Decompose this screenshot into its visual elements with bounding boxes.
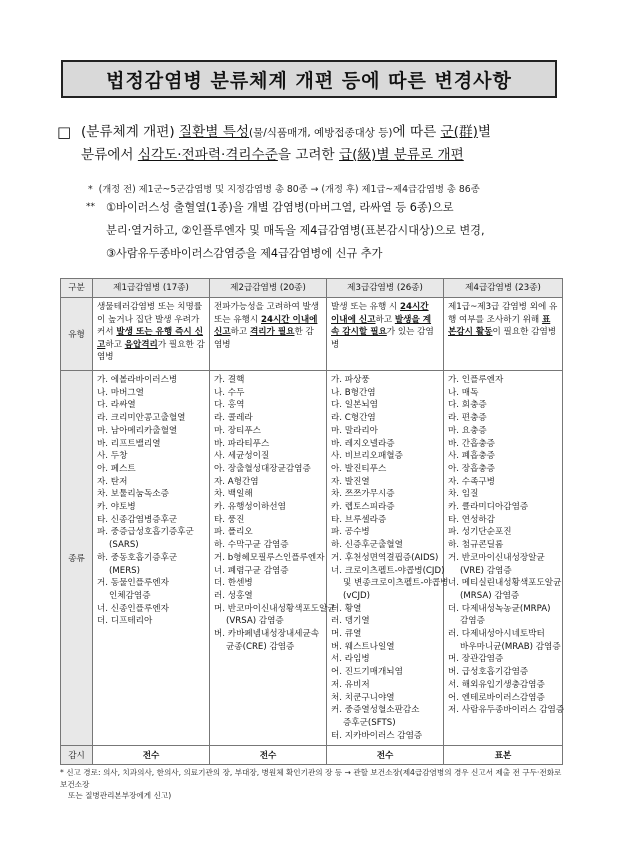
disease-item: 터. 지카바이러스 감염증 (331, 730, 423, 741)
disease-item: 더. 다제내성녹농균(MRPA) (448, 603, 551, 614)
disease-item: 카. 렙토스피라증 (331, 502, 395, 513)
surveillance-class-1: 전수 (93, 746, 210, 765)
type-text: 24시간 이내에 신고 (331, 302, 429, 325)
disease-item: 러. 다제내성아시네토박터 (448, 629, 545, 640)
type-row-label: 유형 (61, 298, 93, 371)
disease-item: 사. 세균성이질 (214, 451, 270, 462)
disease-item: 너. 폐렴구균 감염증 (214, 565, 289, 576)
type-row (61, 298, 563, 371)
header-class-3: 제3급감염병 (26종) (327, 279, 444, 298)
footnote-line: * 신고 경로: 의사, 치과의사, 한의사, 의료기관의 장, 부대장, 병원체 확인기관의 장 등 → 관할 보건소장(제4급감염병의 경우 신고서 제출 전 구두·전화로 보건소장 (60, 768, 562, 789)
disease-item: 다. 일본뇌염 (331, 400, 378, 411)
disease-item: 커. 중증열성혈소판감소 (331, 705, 420, 716)
disease-item: 다. 회충증 (448, 400, 487, 411)
type-text: 전파가능성을 고려하여 발생 또는 유행시 (214, 302, 320, 325)
type-class-3 (327, 298, 444, 371)
disease-item: 하. 첨규콘딜롬 (448, 540, 504, 551)
disease-item: 더. 한센병 (214, 578, 253, 589)
disease-item: 거. 반코마이신내성장알균 (448, 552, 545, 563)
disease-item: 바. 파라티푸스 (214, 438, 270, 449)
disease-item: 라. C형간염 (331, 413, 376, 424)
disease-item: 가. 인플루엔자 (448, 375, 504, 385)
disease-item: 카. 클라미디아감염증 (448, 502, 529, 513)
surveillance-class-4: 표본 (444, 746, 563, 765)
type-text: 가 있는 감염병 (331, 327, 434, 350)
disease-list-class-4 (444, 371, 563, 746)
disease-item: 하. 중동호흡기증후군 (97, 552, 178, 563)
disease-item: 저. 유비저 (331, 679, 370, 690)
kind-row-label: 종류 (61, 371, 93, 746)
header-class-2: 제2급감염병 (20종) (210, 279, 327, 298)
disease-item: 마. 장티푸스 (214, 425, 261, 436)
type-class-2 (210, 298, 327, 371)
disease-item: 자. 탄저 (97, 476, 128, 487)
footnote-line: 또는 질병관리본부장에게 신고) (68, 791, 172, 800)
intro-text: (물/식품매개, 예방접종대상 등) (249, 127, 393, 139)
disease-list-class-3 (327, 371, 449, 746)
disease-item: 자. 발진열 (331, 476, 370, 487)
intro-line-1 (57, 121, 577, 144)
disease-item: 너. 크로이츠펠트-야콥병(CJD) (331, 565, 445, 576)
disease-item: 아. 장출혈성대장균감염증 (214, 463, 311, 474)
disease-item: 나. 수두 (214, 387, 245, 398)
disease-item: 나. 마버그열 (97, 387, 144, 398)
disease-item: 서. 해외유입기생충감염증 (448, 679, 545, 690)
disease-item: 마. 말라리아 (331, 425, 378, 436)
disease-item: 바우마니균(MRAB) 감염증 (460, 641, 561, 652)
intro-text: (분류체계 개편) (81, 124, 180, 140)
disease-item: (vCJD) (343, 590, 370, 601)
disease-item: 바. 리프트밸리열 (97, 438, 161, 449)
disease-item: 사. 비브리오패혈증 (331, 451, 403, 462)
surveillance-row-label: 감시 (61, 746, 93, 765)
type-text: 발생을 계속 감시할 필요 (331, 314, 432, 337)
disease-item: 마. 요충증 (448, 425, 487, 436)
note-text: (개정 전) 제1군~5군감염병 및 지정감염병 총 80종 → (개정 후) 제1급~제4급감염병 총 86종 (98, 184, 480, 195)
disease-item: 증후군(SFTS) (343, 717, 396, 728)
intro-text: 심각도·전파력·격리수준 (137, 147, 278, 163)
disease-item: 파. 공수병 (331, 527, 370, 538)
disease-item: 타. 풍진 (214, 514, 245, 525)
disease-item: 카. 유행성이하선염 (214, 502, 286, 513)
intro-text: 을 고려한 (277, 147, 339, 163)
disease-item: 저. 사람유두종바이러스 감염증 (448, 705, 565, 716)
type-text: 24시간 이내에 신고 (214, 314, 318, 337)
disease-item: 러. 뎅기열 (331, 616, 370, 627)
header-category: 구분 (61, 279, 93, 298)
note-mark: * (88, 184, 93, 195)
disease-item: 더. 황열 (331, 603, 362, 614)
disease-item: 머. 반코마이신내성황색포도알균 (214, 603, 336, 614)
disease-item: 차. 보툴리눔독소증 (97, 489, 169, 500)
disease-item: 버. 카바페넴내성장내세균속 (214, 629, 320, 640)
surveillance-row (61, 746, 563, 765)
note-2-line (86, 219, 566, 242)
disease-item: 다. 홍역 (214, 400, 245, 411)
type-text: 하고 (105, 339, 125, 350)
note-2-line (86, 196, 566, 219)
disease-item: 하. 신증후군출혈열 (331, 540, 403, 551)
type-text: 하고 (230, 327, 250, 337)
surveillance-class-2: 전수 (210, 746, 327, 765)
kind-row (61, 371, 563, 746)
header-class-1: 제1급감염병 (17종) (93, 279, 210, 298)
disease-item: 다. 라싸열 (97, 400, 136, 411)
type-text: 발생 또는 유행 시 (331, 302, 401, 312)
disease-item: 타. 신종감염병증후군 (97, 514, 178, 525)
disease-item: 버. 웨스트나일열 (331, 641, 395, 652)
disease-item: 가. 에볼라바이러스병 (97, 375, 178, 385)
disease-item: 균종(CRE) 감염증 (226, 641, 295, 652)
title-box (61, 60, 557, 98)
disease-item: 어. 엔테로바이러스감염증 (448, 692, 545, 703)
disease-item: 하. 수막구균 감염증 (214, 540, 289, 551)
disease-item: 아. 장흡충증 (448, 463, 495, 474)
disease-item: 라. 콜레라 (214, 413, 253, 424)
disease-item: 사. 두창 (97, 451, 128, 462)
disease-item: 나. 매독 (448, 387, 479, 398)
note-mark: ** (86, 202, 95, 212)
header-class-4: 제4급감염병 (23종) (444, 279, 563, 298)
disease-item: (SARS) (109, 540, 139, 551)
type-text: 격리가 필요 (249, 327, 295, 337)
disease-item: 파. 중증급성호흡기증후군 (97, 527, 194, 538)
intro-text: 군(群) (440, 124, 478, 140)
disease-list-class-2 (210, 371, 336, 746)
intro-text: 분류에서 (81, 147, 138, 163)
intro-text: 별 (477, 124, 492, 140)
intro-text: 급(級)별 분류로 개편 (339, 147, 464, 163)
disease-item: 처. 치쿤구니야열 (331, 692, 395, 703)
note-text: ③사람유두종바이러스감염증을 제4급감염병에 신규 추가 (106, 247, 383, 260)
disease-item: 카. 야토병 (97, 502, 136, 513)
disease-item: (MERS) (109, 565, 140, 576)
disease-item: 자. A형간염 (214, 476, 259, 487)
disease-item: 너. 신종인플루엔자 (97, 603, 169, 614)
disease-item: 가. 파상풍 (331, 375, 370, 385)
disease-item: 더. 디프테리아 (97, 616, 153, 627)
type-text: 가 필요한 감염병 (97, 339, 205, 362)
disease-item: 가. 결핵 (214, 375, 245, 385)
disease-item: 너. 메티실린내성황색포도알균 (448, 578, 562, 589)
type-class-4 (444, 298, 563, 371)
disease-item: 어. 진드기매개뇌염 (331, 667, 403, 678)
disease-item: 자. 수족구병 (448, 476, 495, 487)
type-text: 발생 또는 유행 즉시 신고 (97, 327, 204, 350)
disease-item: 및 변종크로이츠펠트-야콥병 (343, 578, 449, 589)
disease-item: 바. 레지오넬라증 (331, 438, 395, 449)
disease-list-class-1 (93, 371, 210, 746)
classification-table (60, 278, 563, 765)
type-class-1 (93, 298, 210, 371)
table-header-row (61, 279, 563, 298)
type-text: 하고 (375, 314, 395, 325)
disease-item: 라. 크리미안콩고출혈열 (97, 413, 186, 424)
note-1 (88, 181, 588, 195)
disease-item: 라. 편충증 (448, 413, 487, 424)
note-text: ①바이러스성 출혈열(1종)을 개별 감염병(마버그열, 라싸열 등 6종)으로 (106, 201, 454, 214)
disease-item: 감염증 (460, 616, 485, 627)
disease-item: 거. 동물인플루엔자 (97, 578, 169, 589)
page-title: 법정감염병 분류체계 개편 등에 따른 변경사항 (106, 69, 512, 92)
disease-item: 바. 간흡충증 (448, 438, 495, 449)
disease-item: 아. 페스트 (97, 463, 136, 474)
type-text: 표본감시 활동 (448, 314, 551, 337)
disease-item: 차. 임질 (448, 489, 479, 500)
disease-item: 버. 급성호흡기감염증 (448, 667, 529, 678)
intro-text: 질환별 특성 (179, 124, 250, 140)
disease-item: 타. 브루셀라증 (331, 514, 387, 525)
intro-line-2 (57, 144, 577, 166)
footnote (60, 767, 570, 802)
disease-item: 사. 폐흡충증 (448, 451, 495, 462)
type-text: 제1급~제3급 감염병 외에 유행 여부를 조사하기 위해 (448, 302, 558, 325)
type-text: 이 필요한 감염병 (492, 327, 557, 337)
square-bullet-icon: □ (57, 123, 72, 141)
disease-item: 머. 큐열 (331, 629, 362, 640)
disease-item: (VRE) 감염증 (460, 565, 512, 576)
disease-item: 서. 라임병 (331, 654, 370, 665)
disease-item: 타. 연성하감 (448, 514, 495, 525)
note-text: 분리·열거하고, ②인플루엔자 및 매독을 제4급감염병(표본감시대상)으로 변경, (106, 224, 485, 237)
type-text: 생물테러감염병 또는 치명률이 높거나 집단 발생 우려가 커서 (97, 302, 203, 337)
disease-item: 거. 후천성면역결핍증(AIDS) (331, 552, 439, 563)
intro-text: 에 따른 (392, 124, 441, 140)
type-text: 한 감염병 (214, 327, 314, 350)
disease-item: 나. B형간염 (331, 387, 376, 398)
disease-item: 거. b형헤모필루스인플루엔자 (214, 552, 325, 563)
disease-item: 아. 발진티푸스 (331, 463, 387, 474)
disease-item: 인체감염증 (109, 590, 151, 601)
disease-item: 파. 폴리오 (214, 527, 253, 538)
disease-item: (VRSA) 감염증 (226, 616, 284, 627)
type-text: 음압격리 (124, 339, 158, 350)
surveillance-class-3: 전수 (327, 746, 444, 765)
note-2 (86, 196, 566, 265)
disease-item: 파. 성기단순포진 (448, 527, 512, 538)
disease-item: 마. 남아메리카출혈열 (97, 425, 178, 436)
disease-item: 러. 성홍열 (214, 590, 253, 601)
disease-item: (MRSA) 감염증 (460, 590, 520, 601)
note-2-line (86, 242, 566, 265)
disease-item: 머. 장관감염증 (448, 654, 504, 665)
disease-item: 차. 백일해 (214, 489, 253, 500)
intro-paragraph (57, 121, 577, 166)
disease-item: 차. 쯔쯔가무시증 (331, 489, 395, 500)
